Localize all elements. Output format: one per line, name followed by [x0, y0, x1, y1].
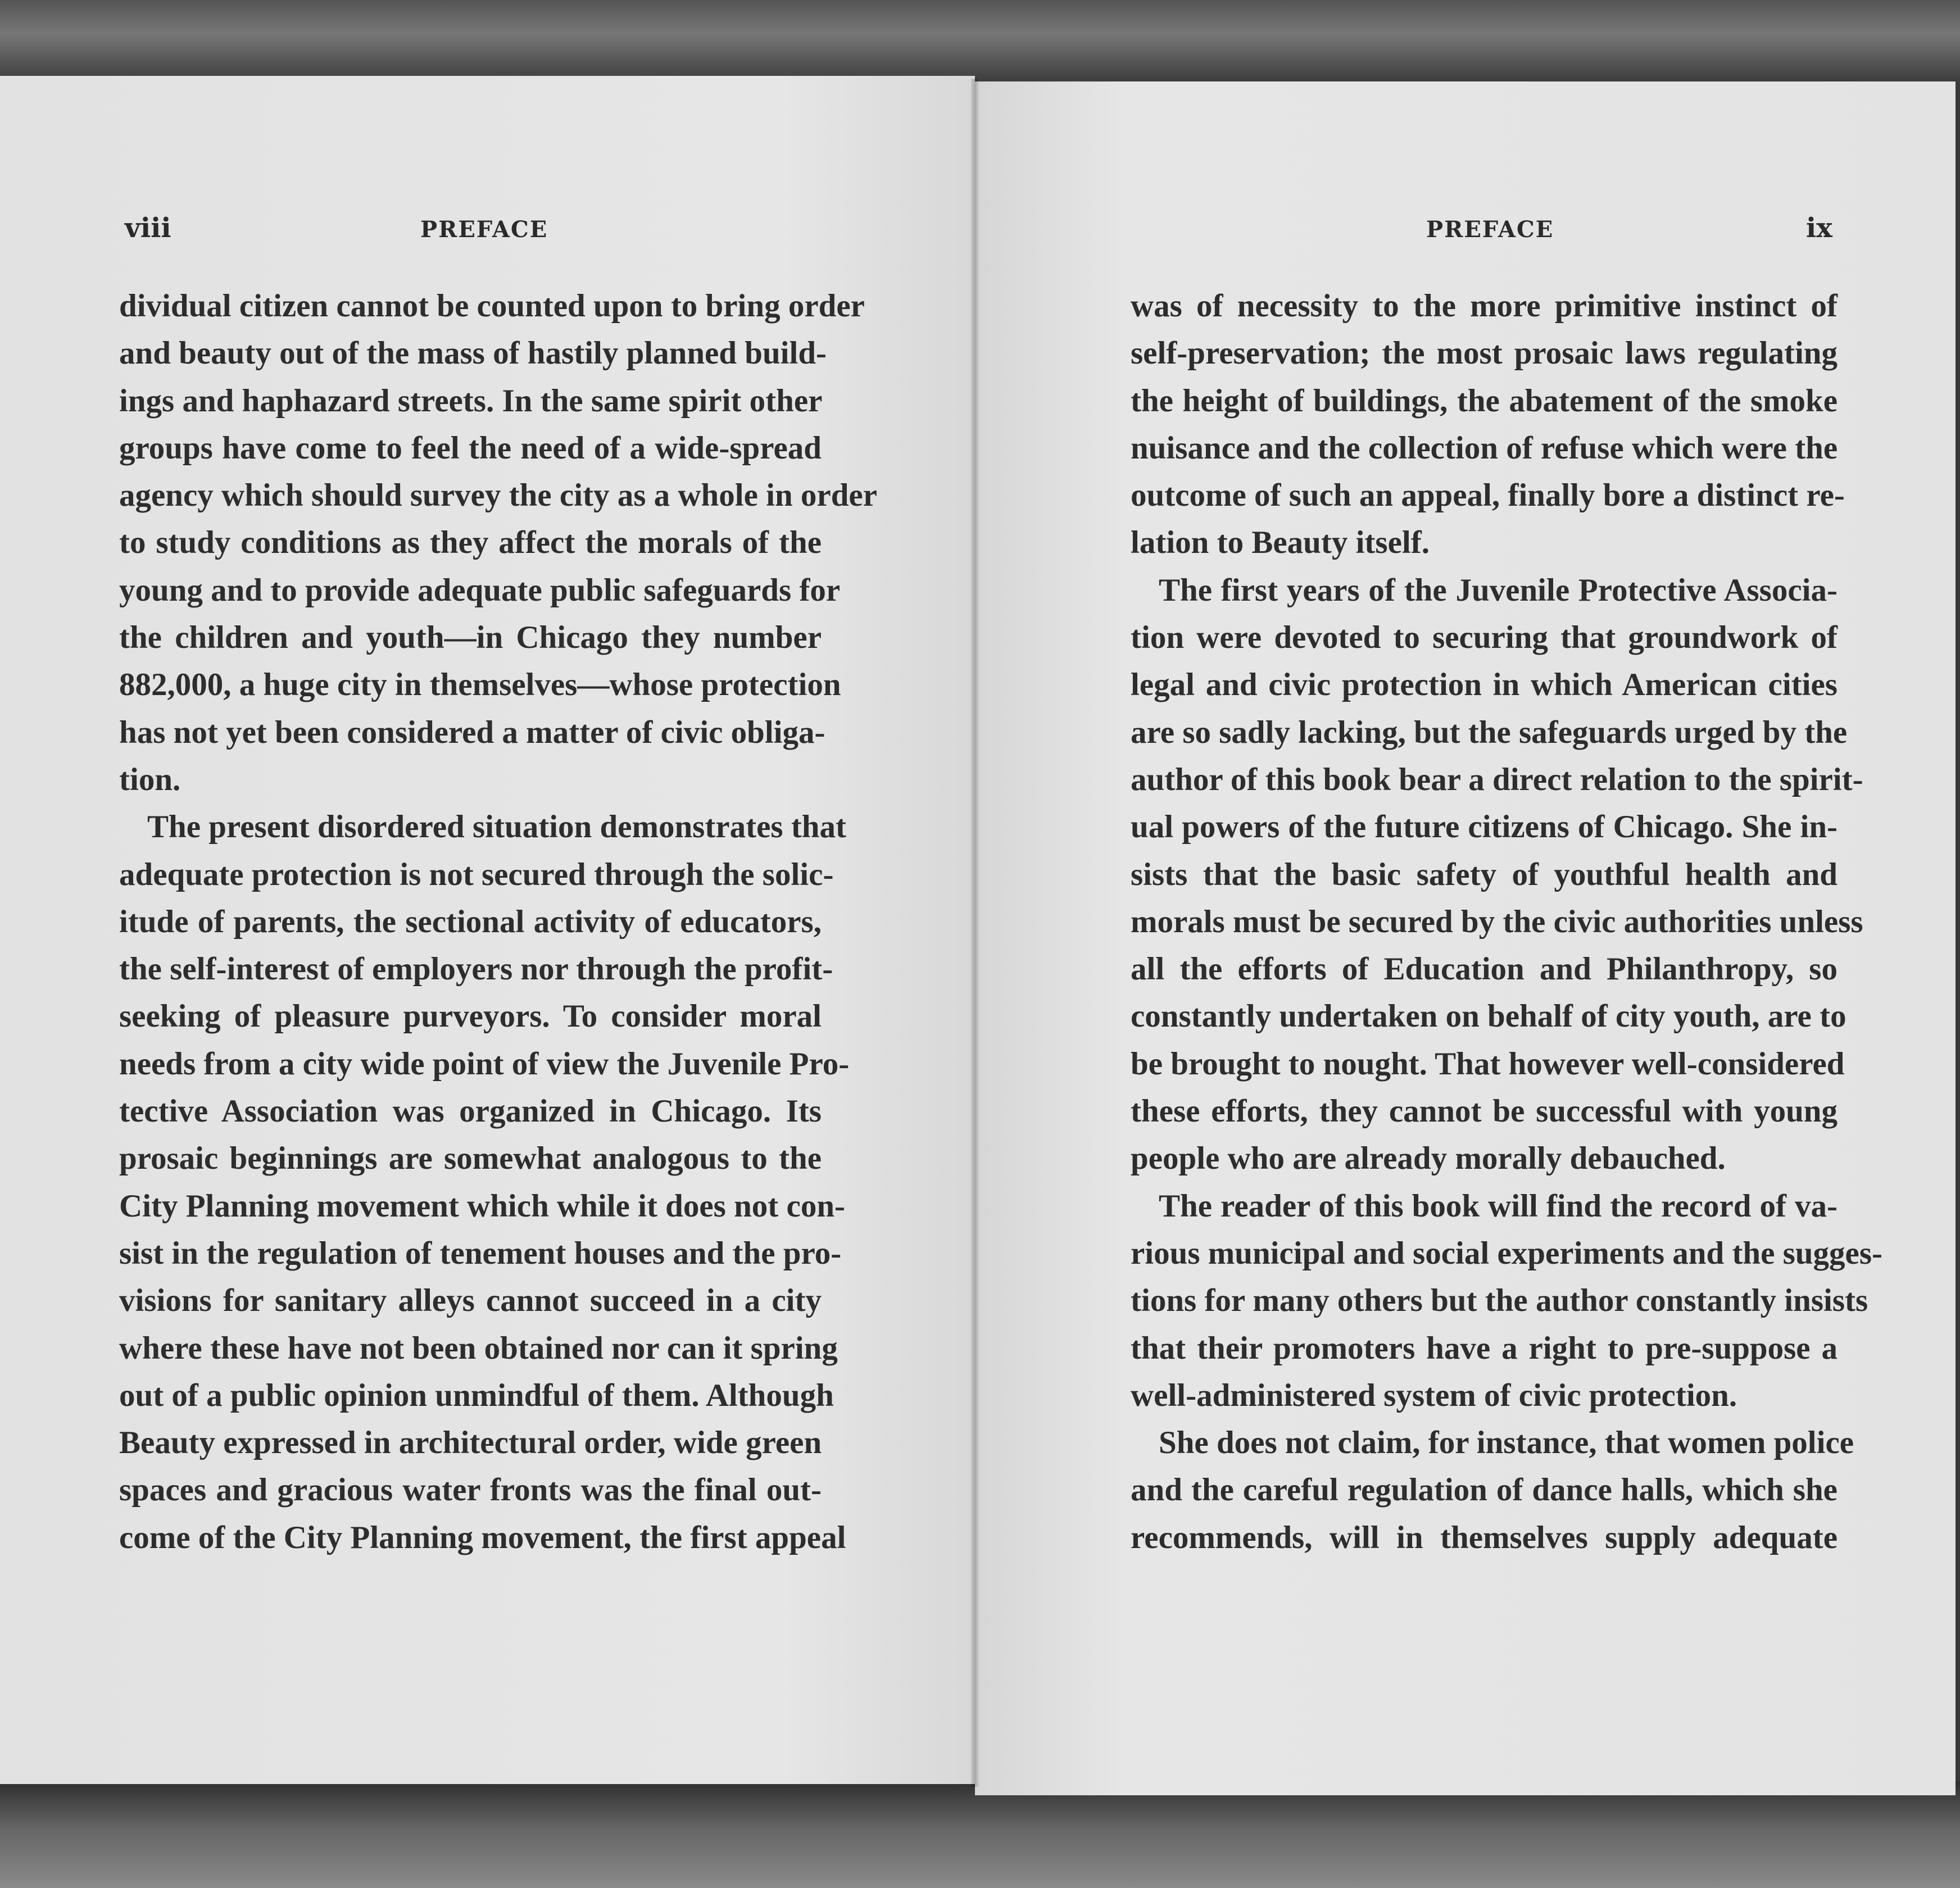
text-line: all the efforts of Education and Philanthropy, so: [1131, 951, 1838, 987]
text-line: groups have come to feel the need of a wide-spread: [119, 430, 822, 466]
text-line: people who are already morally debauched.: [1131, 1141, 1726, 1177]
text-line: where these have not been obtained nor can it spring: [119, 1330, 838, 1366]
text-line: that their promoters have a right to pre-suppose a: [1131, 1330, 1838, 1366]
text-line: tective Association was organized in Chicago. Its: [119, 1093, 822, 1129]
text-line: ual powers of the future citizens of Chicago. She in-: [1131, 809, 1838, 845]
text-line: and the careful regulation of dance halls, which she: [1131, 1472, 1838, 1508]
text-line: The first years of the Juvenile Protective Associa-: [1159, 572, 1838, 608]
text-line: well-administered system of civic protection.: [1131, 1377, 1737, 1413]
text-line: self-preservation; the most prosaic laws regulating: [1131, 335, 1838, 371]
text-line: young and to provide adequate public safeguards for: [119, 572, 841, 608]
left-page-number: viii: [125, 212, 171, 244]
text-line: nuisance and the collection of refuse which were the: [1131, 430, 1838, 466]
text-line: was of necessity to the more primitive instinct of: [1131, 288, 1838, 324]
text-line: visions for sanitary alleys cannot succeed in a city: [119, 1283, 822, 1319]
text-line: ings and haphazard streets. In the same spirit other: [119, 383, 823, 419]
right-page-body: [1131, 283, 1883, 1562]
text-line: be brought to nought. That however well-considered: [1131, 1046, 1845, 1082]
left-running-head: PREFACE: [420, 216, 548, 243]
text-line: these efforts, they cannot be successful with young: [1131, 1093, 1838, 1129]
text-line: are so sadly lacking, but the safeguards urged by the: [1131, 714, 1848, 750]
text-line: The present disordered situation demonstrates that: [147, 809, 846, 845]
text-line: out of a public opinion unmindful of them. Although: [119, 1377, 834, 1413]
scan-bottom-edge: [0, 1781, 1960, 1888]
text-line: sists that the basic safety of youthful health and: [1131, 856, 1838, 892]
text-line: author of this book bear a direct relation to the spirit-: [1131, 761, 1863, 797]
text-line: City Planning movement which while it does not con-: [119, 1188, 846, 1224]
text-line: the self-interest of employers nor through the profit-: [119, 951, 833, 987]
scan-top-edge: [0, 0, 1960, 84]
text-line: outcome of such an appeal, finally bore a distinct re-: [1131, 478, 1845, 514]
text-line: tion.: [119, 761, 181, 797]
text-line: seeking of pleasure purveyors. To consider moral: [119, 999, 822, 1034]
text-line: prosaic beginnings are somewhat analogous to the: [119, 1141, 822, 1177]
text-line: The reader of this book will find the record of va-: [1159, 1188, 1838, 1224]
text-line: tion were devoted to securing that groundwork of: [1131, 620, 1838, 656]
text-line: agency which should survey the city as a whole in order: [119, 478, 878, 514]
text-line: and beauty out of the mass of hastily planned build-: [119, 335, 827, 371]
text-line: has not yet been considered a matter of civic obliga-: [119, 714, 825, 750]
text-line: recommends, will in themselves supply adequate: [1131, 1519, 1838, 1555]
text-line: come of the City Planning movement, the first appeal: [119, 1519, 846, 1555]
text-line: the children and youth—in Chicago they number: [119, 620, 822, 656]
text-line: dividual citizen cannot be counted upon to bring order: [119, 288, 865, 324]
text-line: spaces and gracious water fronts was the final out-: [119, 1472, 822, 1508]
text-line: to study conditions as they affect the morals of the: [119, 525, 822, 561]
text-line: 882,000, a huge city in themselves—whose protection: [119, 667, 841, 703]
text-line: lation to Beauty itself.: [1131, 525, 1430, 561]
text-line: tions for many others but the author constantly insists: [1131, 1283, 1868, 1319]
text-line: She does not claim, for instance, that women police: [1159, 1425, 1854, 1461]
text-line: Beauty expressed in architectural order, wide green: [119, 1425, 822, 1461]
text-line: itude of parents, the sectional activity of educators,: [119, 904, 822, 940]
text-line: the height of buildings, the abatement of the smoke: [1131, 383, 1838, 419]
text-line: needs from a city wide point of view the Juvenile Pro-: [119, 1046, 850, 1082]
text-line: constantly undertaken on behalf of city youth, are to: [1131, 999, 1846, 1034]
text-line: rious municipal and social experiments and the sugges-: [1131, 1235, 1883, 1271]
text-line: morals must be secured by the civic authorities unless: [1131, 904, 1863, 940]
book-gutter: [971, 79, 979, 1787]
text-line: adequate protection is not secured through the solic-: [119, 856, 834, 892]
text-line: legal and civic protection in which American cities: [1131, 667, 1838, 703]
right-page-number: ix: [1806, 212, 1832, 244]
text-line: sist in the regulation of tenement houses and the pro-: [119, 1235, 842, 1271]
left-page-body: [119, 283, 878, 1562]
right-running-head: PREFACE: [1426, 216, 1554, 243]
